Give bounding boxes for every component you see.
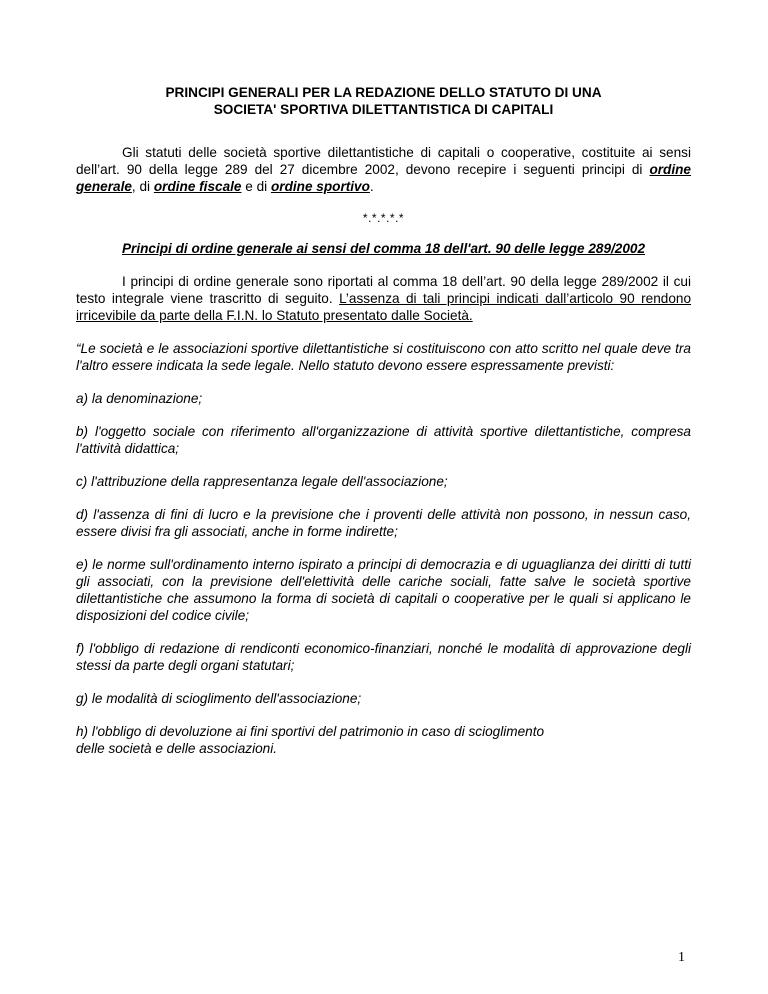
separator: *.*.*.*.*	[362, 211, 405, 225]
law-quote: “Le società e le associazioni sportive dilettantistiche si costituiscono con atto scritto nel quale deve tra l'altro essere indicata la sede legale. Nello statuto devono essere espressamente previsti:	[76, 341, 691, 373]
list-item: g) le modalità di scioglimento dell'associazione;	[76, 691, 362, 706]
list-item: d) l'assenza di fini di lucro e la previsione che i proventi delle attività non possono, in nessun caso, essere divisi fra gli associati, anche in forme indirette;	[76, 507, 691, 539]
title-line-2: SOCIETA' SPORTIVA DILETTANTISTICA DI CAPITALI	[213, 102, 554, 117]
list-item-h-line-1: h) l'obbligo di devoluzione ai fini sportivi del patrimonio in caso di scioglimento	[76, 724, 545, 739]
term-ordine-sportivo: ordine sportivo	[270, 179, 370, 194]
explanation-underlined: L’assenza di tali principi indicati dall’articolo 90 rendono irricevibile da parte della F.I.N. lo Statuto presentato dalle Società.	[76, 291, 692, 323]
intro-sep-1: , di	[131, 179, 154, 194]
document-body	[76, 84, 691, 757]
list-item: c) l'attribuzione della rappresentanza legale dell'associazione;	[76, 474, 448, 489]
page-number: 1	[678, 950, 685, 965]
term-ordine-generale: ordine generale	[76, 162, 691, 194]
title-line-1: PRINCIPI GENERALI PER LA REDAZIONE DELLO STATUTO DI UNA	[165, 85, 602, 100]
explanation-text: I principi di ordine generale sono riportati al comma 18 dell’art. 90 della legge 289/2002 il cui testo integrale viene trascritto di seguito.	[76, 274, 691, 306]
section-heading: Principi di ordine generale ai sensi del comma 18 dell'art. 90 delle legge 289/2002	[121, 241, 646, 256]
list-item: f) l'obbligo di redazione di rendiconti economico-finanziari, nonché le modalità di approvazione degli stessi da parte degli organi statutari;	[76, 641, 691, 673]
intro-end: .	[369, 179, 374, 194]
document-title	[76, 84, 691, 118]
list-item: e) le norme sull'ordinamento interno ispirato a principi di democrazia e di uguaglianza dei diritti di tutti gli associati, con la previsione dell'elettività delle cariche sociali, fatte salve le società sportive dilettantistiche che assumono la forma di società di capitali o cooperative per le quali si applicano le disposizioni del codice civile;	[76, 557, 691, 623]
intro-paragraph	[76, 144, 691, 195]
list-item: a) la denominazione;	[76, 391, 203, 406]
term-ordine-fiscale: ordine fiscale	[153, 179, 242, 194]
list-item-h	[76, 723, 691, 757]
list-item: b) l'oggetto sociale con riferimento all'organizzazione di attività sportive dilettantistiche, compresa l'attività didattica;	[76, 424, 691, 456]
explanation-paragraph	[76, 273, 691, 324]
list-item-h-line-2: delle società e delle associazioni.	[76, 741, 278, 756]
intro-sep-2: e di	[241, 179, 271, 194]
intro-text: Gli statuti delle società sportive dilettantistiche di capitali o cooperative, costituite ai sensi dell’art. 90 della legge 289 del 27 dicembre 2002, devono recepire i seguenti principi di	[76, 145, 691, 177]
